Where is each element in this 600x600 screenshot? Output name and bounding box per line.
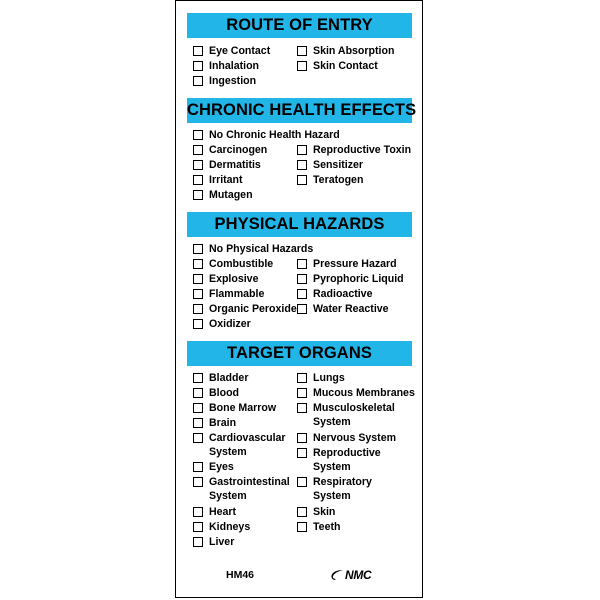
checkbox[interactable] — [297, 403, 307, 413]
checkbox-item-bladder[interactable] — [193, 371, 248, 385]
checkbox-label: Oxidizer — [209, 318, 251, 330]
checkbox-label: Lungs — [313, 372, 345, 384]
checkbox[interactable] — [297, 61, 307, 71]
chronic-health-effects-header: CHRONIC HEALTH EFFECTS — [187, 98, 412, 123]
checkbox-item-explosive[interactable] — [193, 272, 258, 286]
checkbox-label: Bladder — [209, 372, 249, 384]
checkbox[interactable] — [193, 418, 203, 428]
checkbox[interactable] — [297, 448, 307, 458]
checkbox-item-no-physical-hazards[interactable] — [193, 242, 313, 256]
physical-hazards-header: PHYSICAL HAZARDS — [187, 212, 412, 237]
label-line: Gastrointestinal — [209, 476, 290, 488]
checkbox[interactable] — [297, 46, 307, 56]
checkbox-label: Nervous System — [313, 432, 397, 444]
label-line: System — [209, 490, 247, 502]
checkbox[interactable] — [193, 175, 203, 185]
checkbox[interactable] — [297, 388, 307, 398]
checkbox[interactable] — [193, 537, 203, 547]
checkbox-item-organic-peroxide[interactable] — [193, 302, 297, 316]
checkbox-label: Organic Peroxide — [209, 303, 297, 315]
checkbox-label: Skin Contact — [313, 60, 378, 72]
checkbox-label: Water Reactive — [313, 303, 389, 315]
checkbox-label: Combustible — [209, 258, 274, 270]
checkbox-label: Blood — [209, 387, 240, 399]
checkbox-item-radioactive[interactable] — [297, 287, 372, 301]
target-organs-header: TARGET ORGANS — [187, 341, 412, 366]
checkbox-label: Kidneys — [209, 521, 251, 533]
checkbox[interactable] — [193, 160, 203, 170]
checkbox[interactable] — [297, 373, 307, 383]
checkbox-label: Dermatitis — [209, 159, 261, 171]
checkbox-item-eye-contact[interactable] — [193, 44, 270, 58]
checkbox-label: Ingestion — [209, 75, 257, 87]
checkbox-item-sensitizer[interactable] — [297, 158, 363, 172]
checkbox[interactable] — [193, 304, 203, 314]
brand-name: NMC — [345, 568, 372, 582]
checkbox-label: Sensitizer — [313, 159, 364, 171]
checkbox-label: Irritant — [209, 174, 243, 186]
checkbox-label: Eyes — [209, 461, 234, 473]
checkbox-label: Pyrophoric Liquid — [313, 273, 404, 285]
checkbox-item-liver[interactable] — [193, 535, 234, 549]
checkbox[interactable] — [297, 289, 307, 299]
checkbox[interactable] — [193, 319, 203, 329]
checkbox-item-flammable[interactable] — [193, 287, 264, 301]
checkbox[interactable] — [193, 259, 203, 269]
checkbox-item-water-reactive[interactable] — [297, 302, 389, 316]
checkbox[interactable] — [297, 433, 307, 443]
checkbox[interactable] — [193, 274, 203, 284]
checkbox-label: Carcinogen — [209, 144, 268, 156]
checkbox-label: Skin — [313, 506, 336, 518]
checkbox-item-skin-contact[interactable] — [297, 59, 378, 73]
checkbox-item-inhalation[interactable] — [193, 59, 259, 73]
checkbox-item-nervous-system[interactable] — [297, 431, 396, 445]
checkbox-label: Mucous Membranes — [313, 387, 415, 399]
checkbox-item-lungs[interactable] — [297, 371, 345, 385]
checkbox-item-gastrointestinal-system[interactable] — [193, 475, 290, 503]
checkbox-item-reproductive-toxin[interactable] — [297, 143, 411, 157]
checkbox-label: Explosive — [209, 273, 259, 285]
checkbox-item-teratogen[interactable] — [297, 173, 363, 187]
checkbox[interactable] — [193, 373, 203, 383]
swoosh-icon — [330, 569, 344, 581]
label-line: Reproductive — [313, 447, 381, 459]
checkbox[interactable] — [193, 46, 203, 56]
checkbox-item-no-chronic-health-hazard[interactable] — [193, 128, 340, 142]
checkbox-item-reproductive-system[interactable] — [297, 446, 381, 474]
label-line: System — [209, 446, 247, 458]
checkbox[interactable] — [193, 388, 203, 398]
label-line: Musculoskeletal — [313, 402, 395, 414]
label-line: System — [313, 461, 351, 473]
checkbox-label: No Chronic Health Hazard — [209, 129, 340, 141]
checkbox-label — [313, 446, 381, 474]
route-of-entry-header: ROUTE OF ENTRY — [187, 13, 412, 38]
checkbox-label — [209, 431, 286, 459]
checkbox[interactable] — [193, 190, 203, 200]
checkbox[interactable] — [297, 304, 307, 314]
checkbox[interactable] — [297, 145, 307, 155]
checkbox[interactable] — [193, 61, 203, 71]
checkbox[interactable] — [297, 274, 307, 284]
label-line: Respiratory — [313, 476, 372, 488]
checkbox-label: No Physical Hazards — [209, 243, 314, 255]
checkbox-item-respiratory-system[interactable] — [297, 475, 372, 503]
checkbox[interactable] — [297, 507, 307, 517]
checkbox-label — [313, 401, 395, 429]
checkbox-item-blood[interactable] — [193, 386, 239, 400]
checkbox-label: Pressure Hazard — [313, 258, 397, 270]
checkbox-label: Flammable — [209, 288, 265, 300]
checkbox[interactable] — [193, 522, 203, 532]
checkbox-label — [313, 475, 372, 503]
checkbox[interactable] — [297, 259, 307, 269]
checkbox-item-skin-absorption[interactable] — [297, 44, 394, 58]
checkbox-label: Reproductive Toxin — [313, 144, 412, 156]
checkbox[interactable] — [297, 160, 307, 170]
product-code: HM46 — [226, 569, 255, 581]
hazard-label-card — [175, 0, 423, 598]
checkbox-label: Inhalation — [209, 60, 260, 72]
checkbox-item-pyrophoric-liquid[interactable] — [297, 272, 404, 286]
checkbox-item-oxidizer[interactable] — [193, 317, 251, 331]
checkbox[interactable] — [193, 462, 203, 472]
checkbox-label: Radioactive — [313, 288, 373, 300]
checkbox-item-kidneys[interactable] — [193, 520, 250, 534]
checkbox-label: Liver — [209, 536, 235, 548]
checkbox-label: Teratogen — [313, 174, 364, 186]
checkbox-label: Mutagen — [209, 189, 253, 201]
checkbox-item-combustible[interactable] — [193, 257, 273, 271]
checkbox-item-teeth[interactable] — [297, 520, 340, 534]
checkbox-label: Bone Marrow — [209, 402, 277, 414]
checkbox-label: Skin Absorption — [313, 45, 395, 57]
checkbox-item-eyes[interactable] — [193, 460, 234, 474]
checkbox-item-irritant[interactable] — [193, 173, 243, 187]
checkbox-item-mutagen[interactable] — [193, 188, 253, 202]
checkbox-item-pressure-hazard[interactable] — [297, 257, 397, 271]
checkbox-label — [209, 475, 290, 503]
label-line: System — [313, 416, 351, 428]
checkbox-label: Heart — [209, 506, 237, 518]
checkbox-label: Brain — [209, 417, 237, 429]
checkbox-label: Eye Contact — [209, 45, 271, 57]
checkbox-item-heart[interactable] — [193, 505, 236, 519]
checkbox[interactable] — [193, 145, 203, 155]
checkbox-item-musculoskeletal-system[interactable] — [297, 401, 395, 429]
checkbox[interactable] — [193, 403, 203, 413]
checkbox-item-skin[interactable] — [297, 505, 335, 519]
checkbox[interactable] — [193, 130, 203, 140]
checkbox[interactable] — [297, 522, 307, 532]
label-line: System — [313, 490, 351, 502]
checkbox[interactable] — [297, 477, 307, 487]
checkbox[interactable] — [193, 76, 203, 86]
checkbox[interactable] — [297, 175, 307, 185]
checkbox[interactable] — [193, 289, 203, 299]
checkbox-item-brain[interactable] — [193, 416, 236, 430]
checkbox-item-ingestion[interactable] — [193, 74, 256, 88]
checkbox-item-cardiovascular-system[interactable] — [193, 431, 286, 459]
checkbox-item-dermatitis[interactable] — [193, 158, 261, 172]
checkbox[interactable] — [193, 507, 203, 517]
checkbox-item-carcinogen[interactable] — [193, 143, 267, 157]
checkbox-label: Teeth — [313, 521, 341, 533]
checkbox-item-mucous-membranes[interactable] — [297, 386, 415, 400]
brand-logo — [330, 567, 371, 583]
checkbox-item-bone-marrow[interactable] — [193, 401, 276, 415]
label-line: Cardiovascular — [209, 432, 286, 444]
checkbox[interactable] — [193, 244, 203, 254]
checkbox[interactable] — [193, 433, 203, 443]
checkbox[interactable] — [193, 477, 203, 487]
